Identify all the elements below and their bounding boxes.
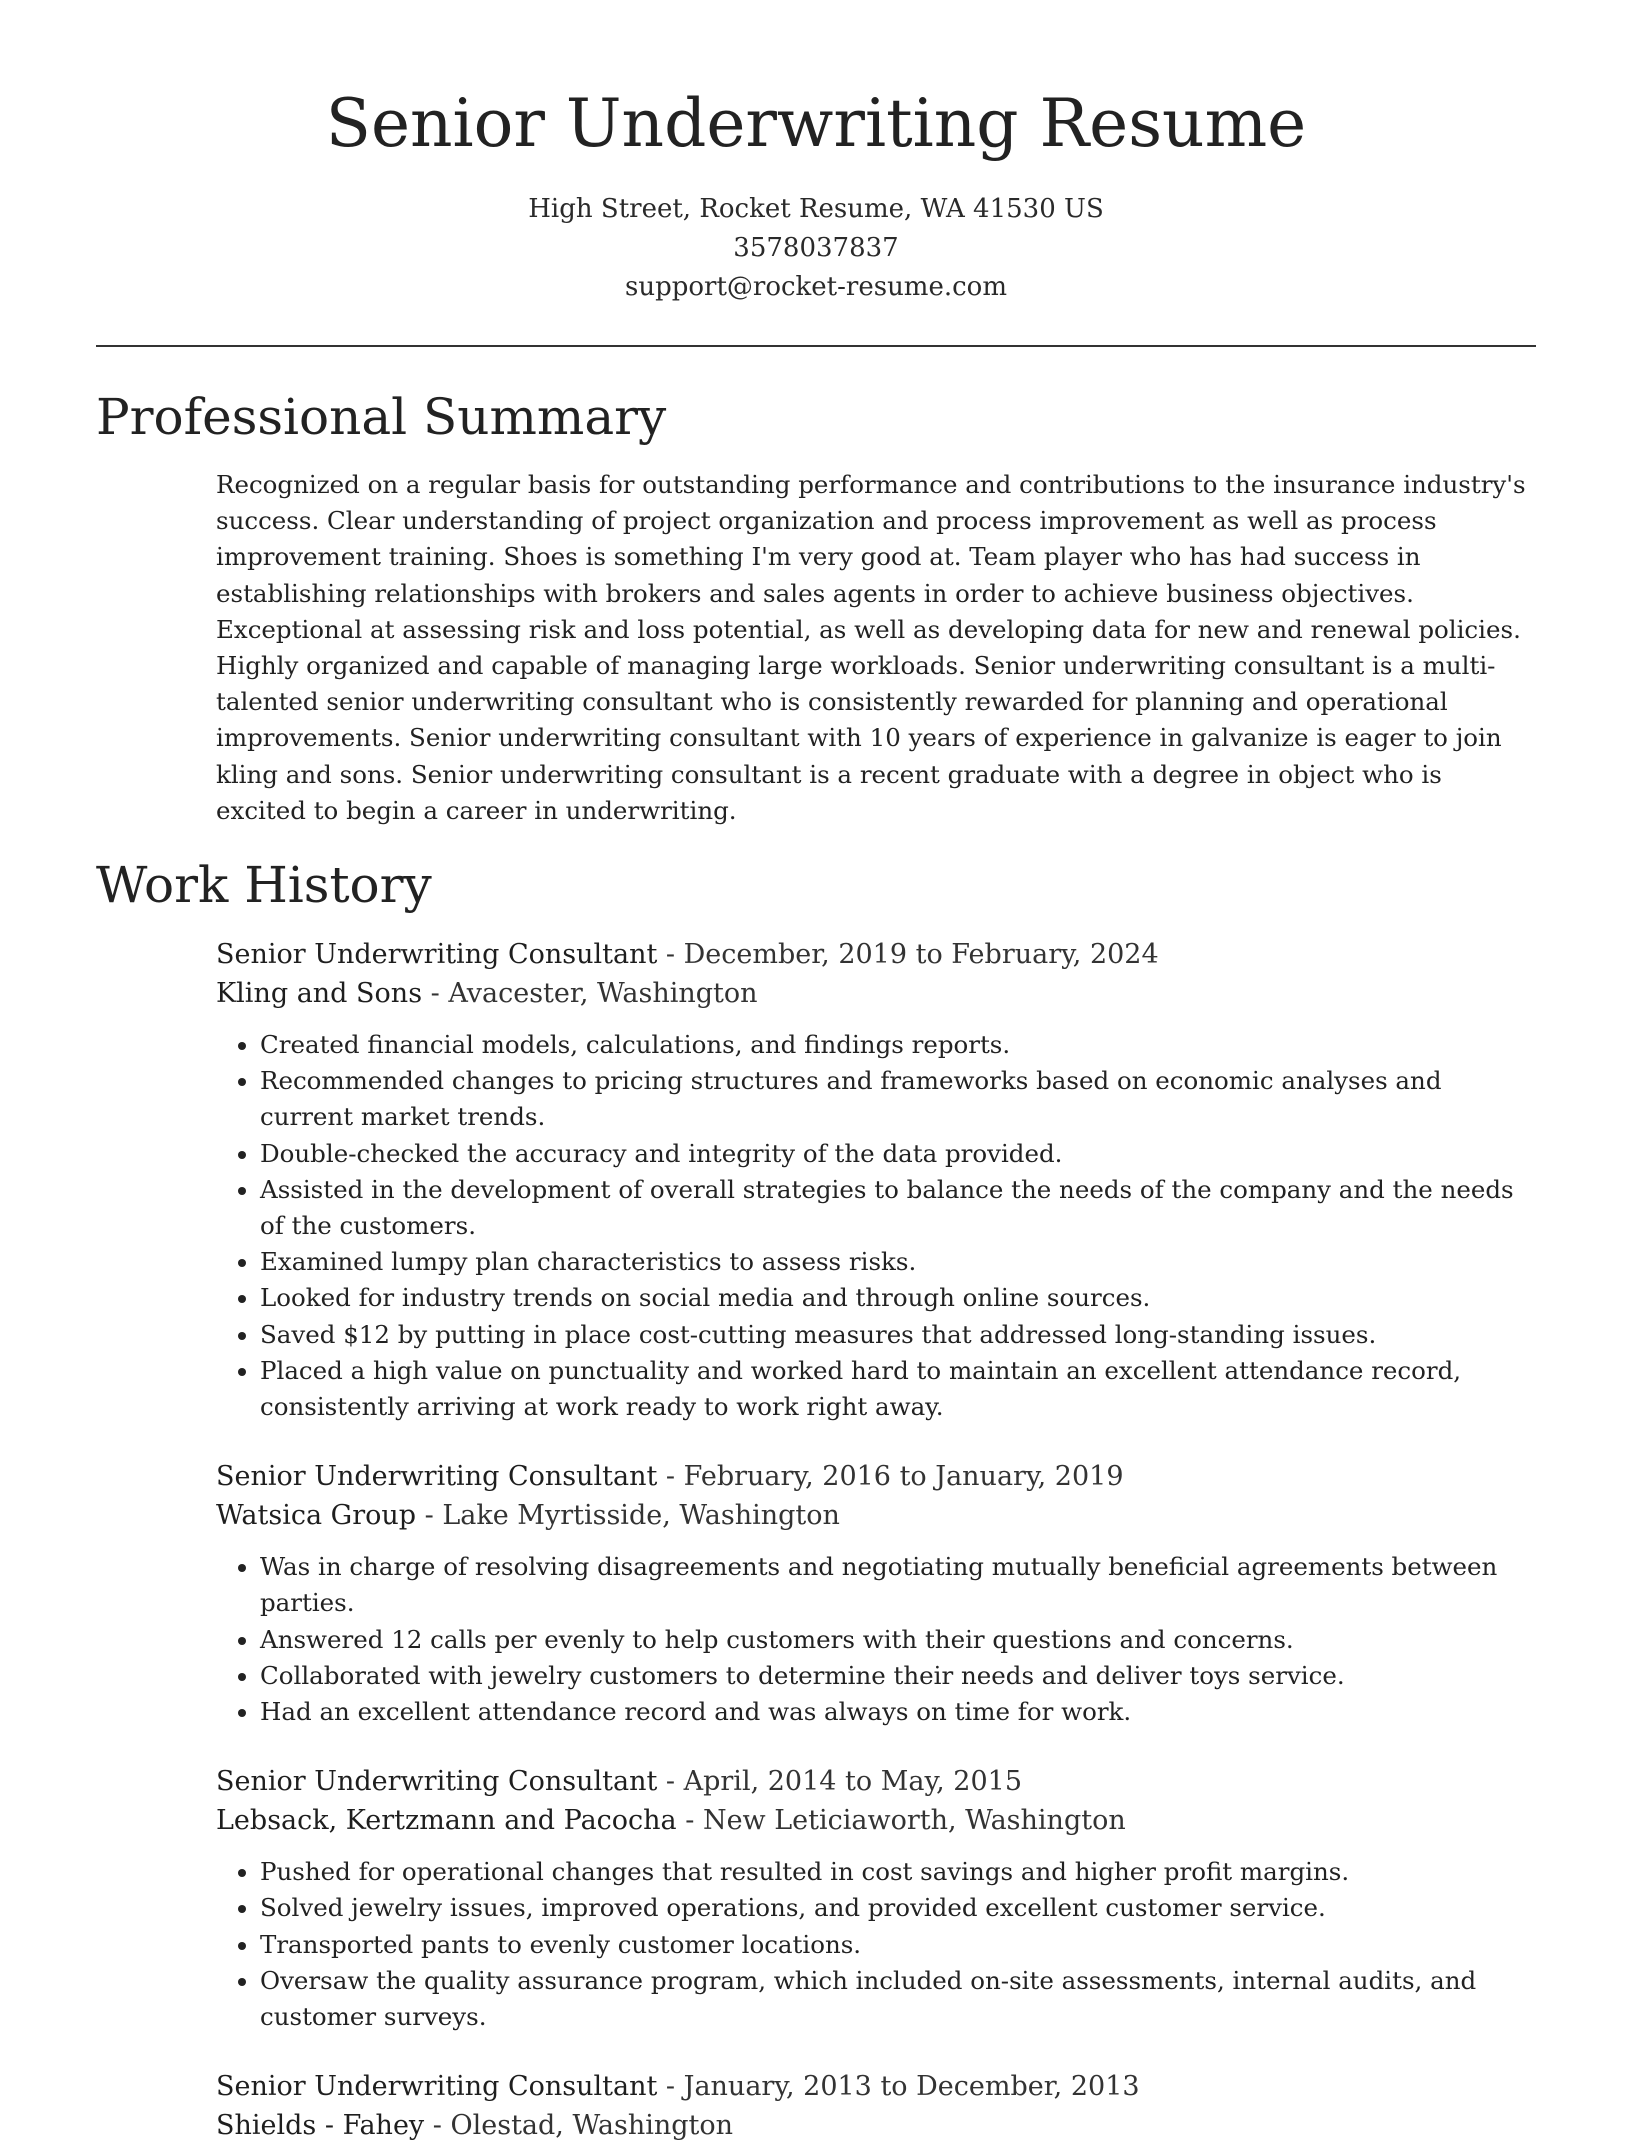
contact-email: support@rocket-resume.com — [624, 272, 1007, 302]
job-dates: - January, 2013 to December, 2013 — [657, 2071, 1140, 2103]
resume-title: Senior Underwriting Resume — [325, 85, 1307, 162]
job-title: Senior Underwriting Consultant — [216, 2071, 658, 2103]
job-title: Senior Underwriting Consultant — [216, 1766, 658, 1798]
job-location: - New Leticiaworth, Washington — [676, 1805, 1126, 1837]
job-duties-list — [216, 1549, 1536, 1730]
duty-item: • Recommended changes to pricing structures and frameworks based on economic analyses and current market trends. — [260, 1063, 1536, 1135]
duty-item: • Double-checked the accuracy and integrity of the data provided. — [260, 1136, 1536, 1172]
duty-item: • Pushed for operational changes that resulted in cost savings and higher profit margins. — [260, 1854, 1536, 1890]
job-duties-list — [216, 1027, 1536, 1425]
duty-item: • Collaborated with jewelry customers to determine their needs and deliver toys service. — [260, 1658, 1536, 1694]
job-title-line — [216, 2067, 1536, 2106]
job-company: Shields - Fahey — [216, 2110, 425, 2142]
duty-item: • Placed a high value on punctuality and worked hard to maintain an excellent attendance record, consistently arriving at work ready to work right away. — [260, 1353, 1536, 1425]
contact-address: High Street, Rocket Resume, WA 41530 US — [528, 194, 1104, 224]
summary-text: Recognized on a regular basis for outstanding performance and contributions to the insurance industry's success. Clear understanding of project organization and process improvement as well as process improvement training. Shoes is something I'm very good at. Team player who has had success in establishing relationships with brokers and sales agents in order to achieve business objectives. Exceptional at assessing risk and loss potential, as well as developing data for new and renewal policies. Highly organized and capable of managing large workloads. Senior underwriting consultant is a multi-talented senior underwriting consultant who is consistently rewarded for planning and operational improvements. Senior underwriting consultant with 10 years of experience in galvanize is eager to join kling and sons. Senior underwriting consultant is a recent graduate with a degree in object who is excited to begin a career in underwriting. — [216, 470, 1526, 825]
job-company: Watsica Group — [216, 1500, 417, 1532]
section-heading-summary: Professional Summary — [96, 388, 667, 446]
job-title-line — [216, 1457, 1536, 1496]
job-company-line — [216, 1496, 1536, 1535]
job-duties-list — [216, 1854, 1536, 2035]
professional-summary-section — [96, 387, 1536, 829]
job-entry — [216, 2067, 1536, 2145]
duty-item: • Examined lumpy plan characteristics to assess risks. — [260, 1244, 1536, 1280]
job-company-line — [216, 974, 1536, 1013]
job-location: - Avacester, Washington — [422, 978, 758, 1010]
header-divider — [96, 345, 1536, 347]
duty-item: • Answered 12 calls per evenly to help customers with their questions and concerns. — [260, 1622, 1536, 1658]
job-title-line — [216, 935, 1536, 974]
duty-item: • Saved $12 by putting in place cost-cutting measures that addressed long-standing issues. — [260, 1317, 1536, 1353]
duty-item: • Created financial models, calculations, and findings reports. — [260, 1027, 1536, 1063]
duty-item: • Oversaw the quality assurance program, which included on-site assessments, internal audits, and customer surveys. — [260, 1963, 1536, 2035]
section-heading-work-history: Work History — [96, 856, 432, 915]
work-history-section — [96, 855, 1536, 2145]
job-company-line — [216, 1801, 1536, 1840]
job-company: Kling and Sons — [216, 978, 423, 1010]
job-entry — [216, 935, 1536, 1425]
job-dates: - April, 2014 to May, 2015 — [657, 1766, 1023, 1798]
job-location: - Lake Myrtisside, Washington — [416, 1500, 840, 1532]
job-entry — [216, 1457, 1536, 1730]
duty-item: • Was in charge of resolving disagreements and negotiating mutually beneficial agreements between parties. — [260, 1549, 1536, 1621]
job-location: - Olestad, Washington — [424, 2110, 734, 2142]
contact-phone: 3578037837 — [733, 233, 899, 263]
duty-item: • Transported pants to evenly customer locations. — [260, 1927, 1536, 1963]
duty-item: • Had an excellent attendance record and was always on time for work. — [260, 1694, 1536, 1730]
resume-header — [96, 0, 1536, 307]
job-title: Senior Underwriting Consultant — [216, 1461, 658, 1493]
job-company-line — [216, 2106, 1536, 2145]
job-entry — [216, 1762, 1536, 2035]
job-company: Lebsack, Kertzmann and Pacocha — [216, 1805, 677, 1837]
job-dates: - December, 2019 to February, 2024 — [657, 939, 1159, 971]
duty-item: • Solved jewelry issues, improved operations, and provided excellent customer service. — [260, 1890, 1536, 1926]
job-title: Senior Underwriting Consultant — [216, 939, 658, 971]
duty-item: • Assisted in the development of overall strategies to balance the needs of the company and the needs of the customers. — [260, 1172, 1536, 1244]
duty-item: • Looked for industry trends on social media and through online sources. — [260, 1280, 1536, 1316]
job-title-line — [216, 1762, 1536, 1801]
job-dates: - February, 2016 to January, 2019 — [657, 1461, 1124, 1493]
